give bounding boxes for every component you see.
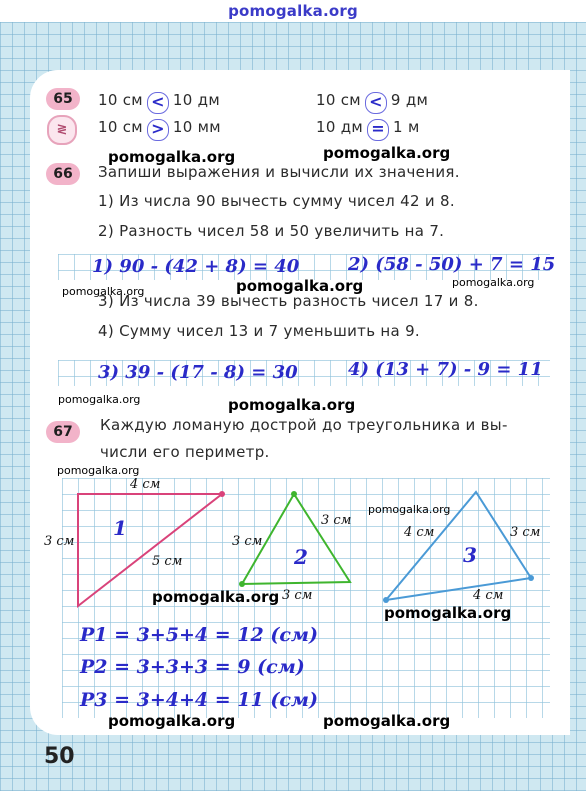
- watermark: pomogalka.org: [452, 276, 535, 289]
- perimeter-3: P3 = 3+4+4 = 11 (см): [80, 689, 318, 711]
- triangle-2-vertex: [291, 491, 297, 497]
- exercise-66-badge: 66: [46, 163, 80, 185]
- ex66-answer-1: 1) 90 - (42 + 8) = 40: [92, 256, 300, 277]
- ex67-instruction-line1: Каждую ломаную дострой до треугольника и вы-: [100, 416, 508, 434]
- watermark: pomogalka.org: [384, 604, 512, 622]
- triangle-1-side-hyp: 5 см: [152, 554, 183, 569]
- triangle-2-number: 2: [294, 545, 308, 569]
- ex66-answer-4: 4) (13 + 7) - 9 = 11: [348, 359, 543, 380]
- page-number: 50: [44, 744, 75, 769]
- watermark: pomogalka.org: [57, 464, 140, 477]
- watermark: pomogalka.org: [323, 712, 451, 730]
- ex66-answer-2: 2) (58 - 50) + 7 = 15: [348, 254, 556, 275]
- watermark: pomogalka.org: [108, 712, 236, 730]
- triangle-3-number: 3: [463, 543, 477, 567]
- ex66-task-4: 4) Сумму чисел 13 и 7 уменьшить на 9.: [98, 322, 420, 340]
- site-header-watermark: pomogalka.org: [228, 2, 358, 20]
- comparison-sign: <: [365, 92, 387, 114]
- triangle-3-side-left: 4 см: [404, 525, 435, 540]
- triangle-3-vertex: [528, 575, 534, 581]
- ex66-task-3: 3) Из числа 39 вычесть разность чисел 17 и 8.: [98, 292, 479, 310]
- compare-icon: ≷: [47, 115, 77, 145]
- watermark: pomogalka.org: [368, 503, 451, 516]
- watermark: pomogalka.org: [228, 396, 356, 414]
- ex65-row1-left: 10 см < 10 дм: [98, 91, 220, 114]
- perimeter-2: P2 = 3+3+3 = 9 (см): [80, 656, 305, 678]
- triangle-2-side-right: 3 см: [321, 513, 352, 528]
- triangle-2-side-bottom: 3 см: [282, 588, 313, 603]
- triangle-3-vertex: [383, 597, 389, 603]
- perimeter-1: P1 = 3+5+4 = 12 (см): [80, 624, 318, 646]
- triangle-2-vertex: [239, 581, 245, 587]
- exercise-65-badge: 65: [46, 88, 80, 110]
- triangle-3-side-bottom: 4 см: [473, 588, 504, 603]
- ex66-task-2: 2) Разность чисел 58 и 50 увеличить на 7.: [98, 222, 445, 240]
- triangle-1-number: 1: [113, 516, 127, 540]
- watermark: pomogalka.org: [108, 148, 236, 166]
- comparison-sign: >: [147, 119, 169, 141]
- exercise-67-badge: 67: [46, 421, 80, 443]
- ex66-answer-3: 3) 39 - (17 - 8) = 30: [98, 362, 298, 383]
- watermark: pomogalka.org: [62, 285, 145, 298]
- ex66-instruction: Запиши выражения и вычисли их значения.: [98, 163, 460, 181]
- watermark: pomogalka.org: [152, 588, 280, 606]
- ex65-row2-right: 10 дм = 1 м: [316, 118, 420, 141]
- triangle-2-side-left: 3 см: [232, 534, 263, 549]
- comparison-sign: =: [367, 119, 389, 141]
- ex67-instruction-line2: числи его периметр.: [100, 443, 270, 461]
- triangle-3-side-right: 3 см: [510, 525, 541, 540]
- ex65-row1-right: 10 см < 9 дм: [316, 91, 428, 114]
- watermark: pomogalka.org: [323, 144, 451, 162]
- watermark: pomogalka.org: [58, 393, 141, 406]
- triangle-1-side-left: 3 см: [44, 534, 75, 549]
- ex65-row2-left: 10 см > 10 мм: [98, 118, 221, 141]
- ex66-task-1: 1) Из числа 90 вычесть сумму чисел 42 и 8.: [98, 192, 455, 210]
- watermark: pomogalka.org: [236, 277, 364, 295]
- triangle-1-side-top: 4 см: [130, 477, 161, 492]
- comparison-sign: <: [147, 92, 169, 114]
- triangle-1-vertex: [219, 491, 225, 497]
